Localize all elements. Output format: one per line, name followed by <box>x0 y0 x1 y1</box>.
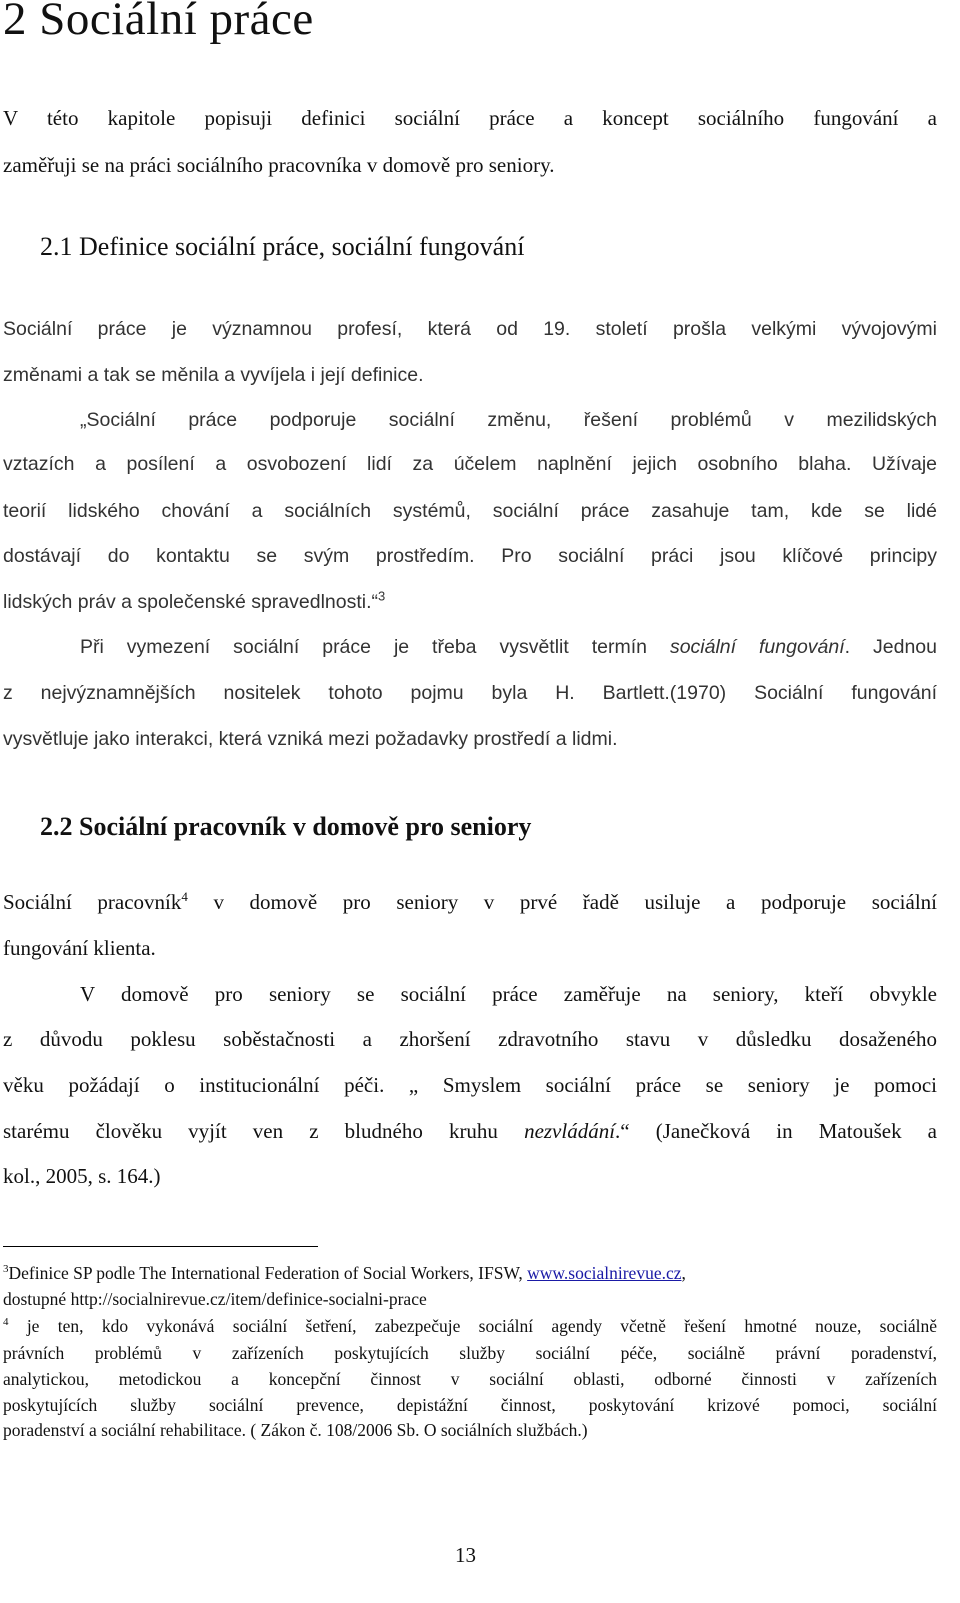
footnote-4-mark: 4 <box>3 1316 9 1329</box>
section-2-2-title: 2.2 Sociální pracovník v domově pro seniory <box>40 812 532 841</box>
footnote-3-comma: , <box>681 1263 686 1283</box>
s2-p2-line-4-a: starému člověku vyjít ven z bludného kruhu <box>3 1119 525 1143</box>
intro-line-2: zaměřuji se na práci sociálního pracovníka v domově pro seniory. <box>3 153 555 177</box>
s2-line-2: fungování klienta. <box>3 936 156 960</box>
footnote-4-line-4: poskytujících služby sociální prevence, depistážní činnost, poskytování krizové pomoci, sociální <box>3 1395 937 1415</box>
s1-p2-line-1-b: . Jednou <box>844 636 937 658</box>
footnote-3-text: Definice SP podle The International Federation of Social Workers, IFSW, <box>8 1263 528 1283</box>
quote-line-5-text: lidských práv a společenské spravedlnosti.“ <box>3 591 379 613</box>
chapter-title: 2 Sociální práce <box>3 0 314 45</box>
footnote-ref-4[interactable]: 4 <box>181 889 188 904</box>
footnote-4-line-1 <box>3 1314 937 1339</box>
s1-line-1: Sociální práce je významnou profesí, která od 19. století prošla velkými vývojovými <box>3 318 937 340</box>
quote-line-3: teorií lidského chování a sociálních systémů, sociální práce zasahuje tam, kde se lidé <box>3 500 937 522</box>
footnote-3-mark: 3 <box>3 1263 9 1276</box>
s2-p2-line-4 <box>3 1116 937 1146</box>
s2-p2-line-1: V domově pro seniory se sociální práce zaměřuje na seniory, kteří obvykle <box>80 982 937 1006</box>
quote-line-4: dostávají do kontaktu se svým prostředím. Pro sociální práci jsou klíčové principy <box>3 545 937 567</box>
s1-p2-line-3: vysvětluje jako interakci, která vzniká mezi požadavky prostředí a lidmi. <box>3 728 618 750</box>
footnote-4-line-5: poradenství a sociální rehabilitace. ( Zákon č. 108/2006 Sb. O sociálních službách.) <box>3 1420 588 1440</box>
quote-line-5 <box>3 587 937 617</box>
footnote-separator <box>3 1246 318 1247</box>
footnote-4-line-2: právních problémů v zařízeních poskytujících služby sociální péče, sociálně právní poradenství, <box>3 1343 937 1363</box>
quote-line-1: „Sociální práce podporuje sociální změnu, řešení problémů v mezilidských <box>80 409 937 431</box>
footnote-3-line-2: dostupné http://socialnirevue.cz/item/definice-socialni-prace <box>3 1289 427 1309</box>
term-social-functioning: sociální fungování <box>669 636 845 658</box>
s2-p2-line-2: z důvodu poklesu soběstačnosti a zhoršení zdravotního stavu v důsledku dosaženého <box>3 1027 937 1051</box>
footnote-ref-3[interactable]: 3 <box>378 588 386 604</box>
s2-p2-line-4-b: .“ (Janečková in Matoušek a <box>615 1119 938 1143</box>
term-nezvladani: nezvládání <box>524 1119 616 1143</box>
s2-line-1-b: v domově pro seniory v prvé řadě usiluje a podporuje sociální <box>187 890 938 914</box>
s1-p2-line-2: z nejvýznamnějších nositelek tohoto pojmu byla H. Bartlett.(1970) Sociální fungování <box>3 682 937 704</box>
intro-line-1: V této kapitole popisuji definici sociální práce a koncept sociálního fungování a <box>3 106 937 130</box>
footnote-4-text: je ten, kdo vykonává sociální šetření, zabezpečuje sociální agendy včetně řešení hmotné nouze, sociálně <box>8 1316 937 1336</box>
socialnirevue-link[interactable]: www.socialnirevue.cz <box>527 1263 682 1283</box>
s2-p2-line-3: věku požádají o institucionální péči. „ Smyslem sociální práce se seniory je pomoci <box>3 1073 937 1097</box>
s2-p2-line-5: kol., 2005, s. 164.) <box>3 1164 161 1188</box>
s1-line-2: změnami a tak se měnila a vyvíjela i její definice. <box>3 364 424 386</box>
footnote-4-line-3: analytickou, metodickou a koncepční činnost v sociální oblasti, odborné činnosti v zařízeních <box>3 1369 937 1389</box>
s2-line-1-a: Sociální pracovník <box>3 890 182 914</box>
s2-line-1 <box>3 887 937 917</box>
section-2-1-title: 2.1 Definice sociální práce, sociální fungování <box>40 232 525 261</box>
quote-line-2: vztazích a posílení a osvobození lidí za účelem naplnění jejich osobního blaha. Užívaje <box>3 453 937 475</box>
page-number: 13 <box>455 1543 476 1567</box>
s1-p2-line-1-a: Při vymezení sociální práce je třeba vysvětlit termín <box>80 636 670 658</box>
footnote-3-line-1 <box>3 1261 937 1286</box>
s1-p2-line-1 <box>80 632 937 662</box>
